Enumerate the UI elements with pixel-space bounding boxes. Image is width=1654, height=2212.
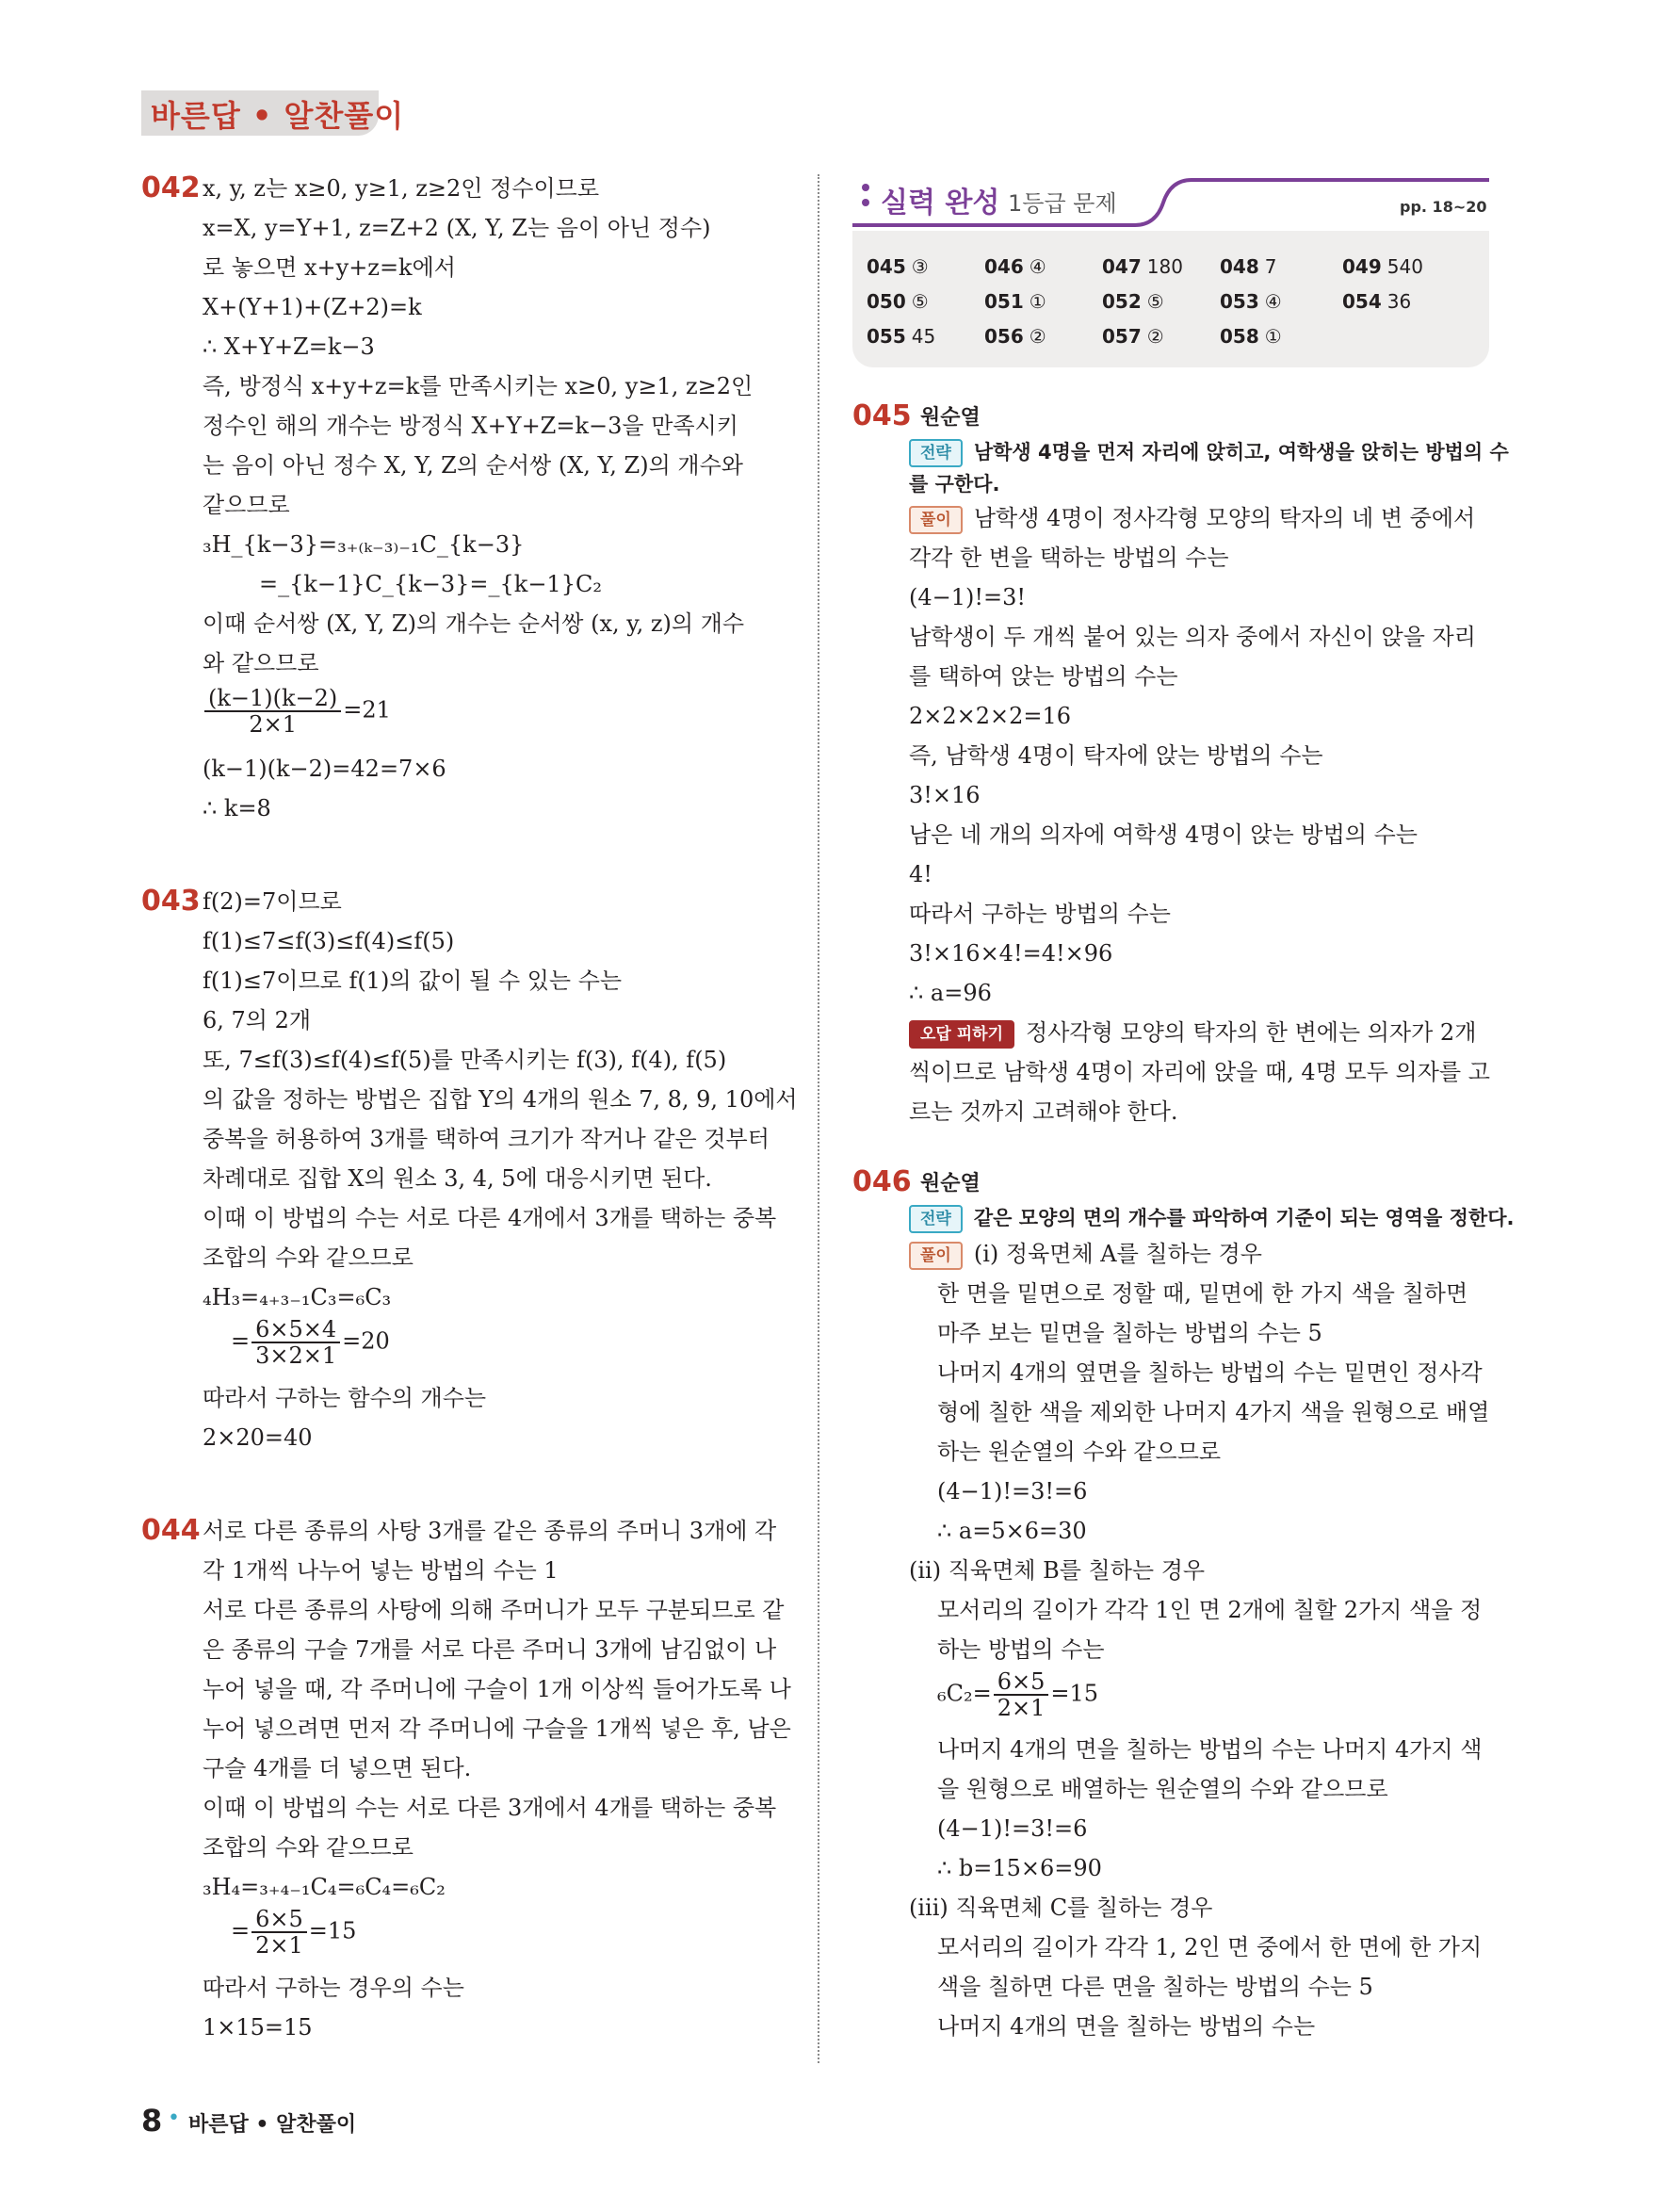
p043-line: 차례대로 집합 X의 원소 3, 4, 5에 대응시키면 된다. — [203, 1165, 712, 1192]
p044-line: 은 종류의 구슬 7개를 서로 다른 주머니 3개에 남김없이 나 — [203, 1636, 777, 1663]
strategy-badge: 전략 — [909, 1205, 963, 1233]
p042-line: 같으므로 — [203, 492, 290, 518]
answer-box-pages: pp. 18~20 — [1400, 198, 1487, 216]
answer-item — [1342, 287, 1411, 316]
p046-strategy — [909, 1202, 1514, 1234]
p044-line: 따라서 구하는 경우의 수는 — [203, 1975, 464, 2001]
p043-line: f(1)≤7≤f(3)≤f(4)≤f(5) — [203, 928, 455, 954]
avoid-line: 르는 것까지 고려해야 한다. — [909, 1098, 1178, 1125]
avoid-mistake-badge: 오답 피하기 — [909, 1020, 1014, 1049]
fraction-rest: =15 — [1050, 1680, 1099, 1707]
p042-line: 이때 순서쌍 (X, Y, Z)의 개수는 순서쌍 (x, y, z)의 개수 — [203, 610, 745, 637]
strategy-text: 같은 모양의 면의 개수를 파악하여 기준이 되는 영역을 정한다. — [973, 1207, 1515, 1229]
case-line: 모서리의 길이가 각각 1, 2인 면 중에서 한 면에 한 가지 — [937, 1934, 1483, 1960]
answer-value: 180 — [1146, 255, 1183, 278]
p046-fraction-eq — [937, 1669, 1098, 1720]
strategy-text: 남학생 4명을 먼저 자리에 앉히고, 여학생을 앉히는 방법의 수 — [973, 441, 1509, 464]
solution-line: (4−1)!=3! — [909, 584, 1027, 610]
answer-item — [1102, 252, 1183, 281]
answer-value: ① — [1029, 290, 1046, 313]
solution-line: 따라서 구하는 방법의 수는 — [909, 901, 1171, 927]
column-divider — [818, 174, 819, 2063]
answer-value: ① — [1264, 325, 1282, 348]
answer-item — [867, 322, 935, 350]
problem-tag: 원순열 — [920, 406, 981, 430]
answer-box-subtitle: 1등급 문제 — [1008, 190, 1117, 217]
problem-number-043: 043 — [141, 885, 201, 918]
p042-line: 와 같으므로 — [203, 650, 319, 676]
solution-line: 를 택하여 앉는 방법의 수는 — [909, 663, 1178, 690]
p042-formula: =_{k−1}C_{k−3}=_{k−1}C₂ — [259, 571, 602, 597]
fraction-numerator: 6×5×4 — [251, 1317, 340, 1343]
fraction-rest: =20 — [342, 1327, 390, 1355]
answer-item — [1220, 322, 1282, 350]
p043-fraction-eq — [231, 1317, 390, 1368]
p044-fraction-eq — [231, 1907, 356, 1958]
p043-line: 6, 7의 2개 — [203, 1007, 312, 1033]
answer-value: 540 — [1386, 255, 1423, 278]
solution-line: 각각 한 변을 택하는 방법의 수는 — [909, 545, 1229, 571]
p044-formula: ₃H₄=₃₊₄₋₁C₄=₆C₄=₆C₂ — [203, 1874, 446, 1900]
fraction-numerator: 6×5 — [994, 1669, 1049, 1696]
answer-number: 050 — [867, 290, 906, 313]
answer-number: 053 — [1220, 290, 1259, 313]
avoid-line: 씩이므로 남학생 4명이 자리에 앉을 때, 4명 모두 의자를 고 — [909, 1059, 1490, 1085]
p043-line: 따라서 구하는 함수의 개수는 — [203, 1385, 487, 1411]
answer-number: 052 — [1102, 290, 1142, 313]
fraction-rest: =15 — [308, 1917, 357, 1944]
p044-line: 이때 이 방법의 수는 서로 다른 3개에서 4개를 택하는 중복 — [203, 1795, 777, 1821]
p043-formula: ₄H₃=₄₊₃₋₁C₃=₆C₃ — [203, 1284, 392, 1310]
answer-item — [1342, 252, 1423, 281]
p042-fraction-eq — [203, 686, 391, 737]
case-title: (iii) 직육면체 C를 칠하는 경우 — [909, 1895, 1213, 1921]
answer-item — [984, 252, 1046, 281]
answer-value: 36 — [1386, 290, 1412, 313]
solution-line: 남은 네 개의 의자에 여학생 4명이 앉는 방법의 수는 — [909, 821, 1418, 848]
answer-number: 048 — [1220, 255, 1259, 278]
fraction-numerator: (k−1)(k−2) — [204, 686, 341, 712]
case-line: 한 면을 밑면으로 정할 때, 밑면에 한 가지 색을 칠하면 — [937, 1280, 1468, 1307]
strategy-badge: 전략 — [909, 439, 963, 467]
case-line: 하는 원순열의 수와 같으므로 — [937, 1439, 1222, 1465]
answer-item — [1102, 287, 1164, 316]
avoid-line: 정사각형 모양의 탁자의 한 변에는 의자가 2개 — [1026, 1019, 1477, 1046]
case-line: 을 원형으로 배열하는 원순열의 수와 같으므로 — [937, 1776, 1388, 1802]
answer-value: ④ — [1029, 255, 1046, 278]
case-line: ∴ b=15×6=90 — [937, 1855, 1102, 1881]
problem-number-042: 042 — [141, 171, 201, 204]
answer-number: 056 — [984, 325, 1024, 348]
answer-item — [1220, 287, 1282, 316]
answer-value: 7 — [1264, 255, 1277, 278]
p045-avoid — [909, 1017, 1476, 1049]
p044-line: 구슬 4개를 더 넣으면 된다. — [203, 1755, 472, 1781]
answer-number: 047 — [1102, 255, 1142, 278]
p042-line: x, y, z는 x≥0, y≥1, z≥2인 정수이므로 — [203, 175, 600, 202]
p045-strategy — [909, 436, 1509, 468]
fraction-denominator: 2×1 — [249, 711, 297, 738]
answer-item — [867, 287, 929, 316]
answer-number: 045 — [867, 255, 906, 278]
case-line: (4−1)!=3!=6 — [937, 1478, 1088, 1504]
answer-item — [1102, 322, 1164, 350]
fraction-prefix: = — [231, 1327, 251, 1355]
answer-item — [984, 322, 1046, 350]
p044-line: 누어 넣으려면 먼저 각 주머니에 구슬을 1개씩 넣은 후, 남은 — [203, 1716, 791, 1742]
p042-line: 즉, 방정식 x+y+z=k를 만족시키는 x≥0, y≥1, z≥2인 — [203, 373, 754, 399]
case-line: 형에 칠한 색을 제외한 나머지 4가지 색을 원형으로 배열 — [937, 1399, 1490, 1425]
fraction-denominator: 3×2×1 — [255, 1342, 337, 1369]
page-number: 8 — [141, 2103, 163, 2139]
problem-number-046: 046 — [852, 1165, 912, 1198]
case-line: 나머지 4개의 옆면을 칠하는 방법의 수는 밑면인 정사각 — [937, 1359, 1483, 1386]
p043-line: 2×20=40 — [203, 1424, 313, 1451]
answer-value: ⑤ — [1146, 290, 1164, 313]
answer-item — [867, 252, 929, 281]
case-line: 마주 보는 밑면을 칠하는 방법의 수는 5 — [937, 1320, 1322, 1346]
answer-number: 054 — [1342, 290, 1382, 313]
solution-line: ∴ a=96 — [909, 980, 992, 1006]
p042-line: 로 놓으면 x+y+z=k에서 — [203, 254, 456, 281]
p042-formula: ₃H_{k−3}=₃₊₍ₖ₋₃₎₋₁C_{k−3} — [203, 531, 525, 558]
p042-line: (k−1)(k−2)=42=7×6 — [203, 756, 446, 782]
answer-box-title: 실력 완성 — [881, 187, 1000, 220]
case-line: 나머지 4개의 면을 칠하는 방법의 수는 나머지 4가지 색 — [937, 1736, 1483, 1763]
solution-line: 3!×16×4!=4!×96 — [909, 940, 1113, 967]
solution-line: 4! — [909, 861, 932, 887]
case-line: (4−1)!=3!=6 — [937, 1815, 1088, 1842]
answer-number: 058 — [1220, 325, 1259, 348]
fraction-rest: =21 — [343, 696, 391, 724]
case-title: (ii) 직육면체 B를 칠하는 경우 — [909, 1557, 1206, 1584]
solution-line: 3!×16 — [909, 782, 981, 808]
p042-line: 는 음이 아닌 정수 X, Y, Z의 순서쌍 (X, Y, Z)의 개수와 — [203, 452, 743, 479]
answer-value: ④ — [1264, 290, 1282, 313]
fraction-denominator: 2×1 — [997, 1695, 1046, 1721]
answer-value: ② — [1029, 325, 1046, 348]
solution-badge: 풀이 — [909, 1242, 963, 1270]
p042-line: x=X, y=Y+1, z=Z+2 (X, Y, Z는 음이 아닌 정수) — [203, 215, 711, 241]
problem-number-045: 045 — [852, 399, 912, 432]
p044-line: 서로 다른 종류의 사탕에 의해 주머니가 모두 구분되므로 같 — [203, 1597, 785, 1623]
p043-line: 의 값을 정하는 방법은 집합 Y의 4개의 원소 7, 8, 9, 10에서 — [203, 1086, 798, 1113]
answer-number: 051 — [984, 290, 1024, 313]
answer-item — [984, 287, 1046, 316]
fraction-denominator: 2×1 — [255, 1932, 303, 1959]
p045-solution — [909, 502, 1475, 534]
footer-dot: • — [168, 2106, 180, 2130]
fraction-prefix: = — [231, 1917, 251, 1944]
strategy-text: 를 구한다. — [909, 473, 1000, 496]
answer-item — [1220, 252, 1276, 281]
p044-line: 누어 넣을 때, 각 주머니에 구슬이 1개 이상씩 들어가도록 나 — [203, 1676, 791, 1702]
answer-number: 049 — [1342, 255, 1382, 278]
footer-title: 바른답 • 알찬풀이 — [188, 2113, 357, 2137]
answer-value: ⑤ — [911, 290, 929, 313]
p042-line: 정수인 해의 개수는 방정식 X+Y+Z=k−3을 만족시키 — [203, 413, 738, 439]
case-line: 모서리의 길이가 각각 1인 면 2개에 칠할 2가지 색을 정 — [937, 1597, 1483, 1623]
solution-line: 남학생 4명이 정사각형 모양의 탁자의 네 변 중에서 — [973, 505, 1476, 531]
answer-number: 057 — [1102, 325, 1142, 348]
p043-line: 중복을 허용하여 3개를 택하여 크기가 작거나 같은 것부터 — [203, 1126, 770, 1152]
problem-tag: 원순열 — [920, 1172, 981, 1195]
p043-line: f(2)=7이므로 — [203, 888, 342, 915]
p044-line: 1×15=15 — [203, 2014, 313, 2041]
problem-number-044: 044 — [141, 1514, 201, 1547]
p044-line: 조합의 수와 같으므로 — [203, 1834, 414, 1861]
case-title: (i) 정육면체 A를 칠하는 경우 — [973, 1241, 1262, 1267]
solution-line: 남학생이 두 개씩 붙어 있는 의자 중에서 자신이 앉을 자리 — [909, 624, 1476, 650]
case-line: 나머지 4개의 면을 칠하는 방법의 수는 — [937, 2013, 1316, 2040]
answer-value: ③ — [911, 255, 929, 278]
p044-line: 각 1개씩 나누어 넣는 방법의 수는 1 — [203, 1557, 559, 1584]
p042-line: ∴ k=8 — [203, 795, 271, 821]
case-line: ∴ a=5×6=30 — [937, 1518, 1087, 1544]
p042-line: X+(Y+1)+(Z+2)=k — [203, 294, 422, 320]
case-line: 색을 칠하면 다른 면을 칠하는 방법의 수는 5 — [937, 1974, 1373, 2000]
p043-line: 이때 이 방법의 수는 서로 다른 4개에서 3개를 택하는 중복 — [203, 1205, 777, 1231]
answer-value: ② — [1146, 325, 1164, 348]
fraction-numerator: 6×5 — [251, 1907, 307, 1933]
p044-line: 서로 다른 종류의 사탕 3개를 같은 종류의 주머니 3개에 각 — [203, 1518, 777, 1544]
fraction-prefix: ₆C₂= — [937, 1680, 992, 1707]
p042-line: ∴ X+Y+Z=k−3 — [203, 333, 375, 360]
p043-line: 또, 7≤f(3)≤f(4)≤f(5)를 만족시키는 f(3), f(4), f(5) — [203, 1047, 727, 1073]
answer-number: 046 — [984, 255, 1024, 278]
p043-line: f(1)≤7이므로 f(1)의 값이 될 수 있는 수는 — [203, 968, 623, 994]
solution-line: 즉, 남학생 4명이 탁자에 앉는 방법의 수는 — [909, 742, 1323, 769]
p046-solution — [909, 1238, 1262, 1270]
answer-number: 055 — [867, 325, 906, 348]
p043-line: 조합의 수와 같으므로 — [203, 1244, 414, 1271]
solution-line: 2×2×2×2=16 — [909, 703, 1072, 729]
solution-badge: 풀이 — [909, 506, 963, 534]
case-line: 하는 방법의 수는 — [937, 1636, 1105, 1663]
answer-value: 45 — [911, 325, 936, 348]
header-title: 바른답 • 알찬풀이 — [151, 98, 405, 134]
